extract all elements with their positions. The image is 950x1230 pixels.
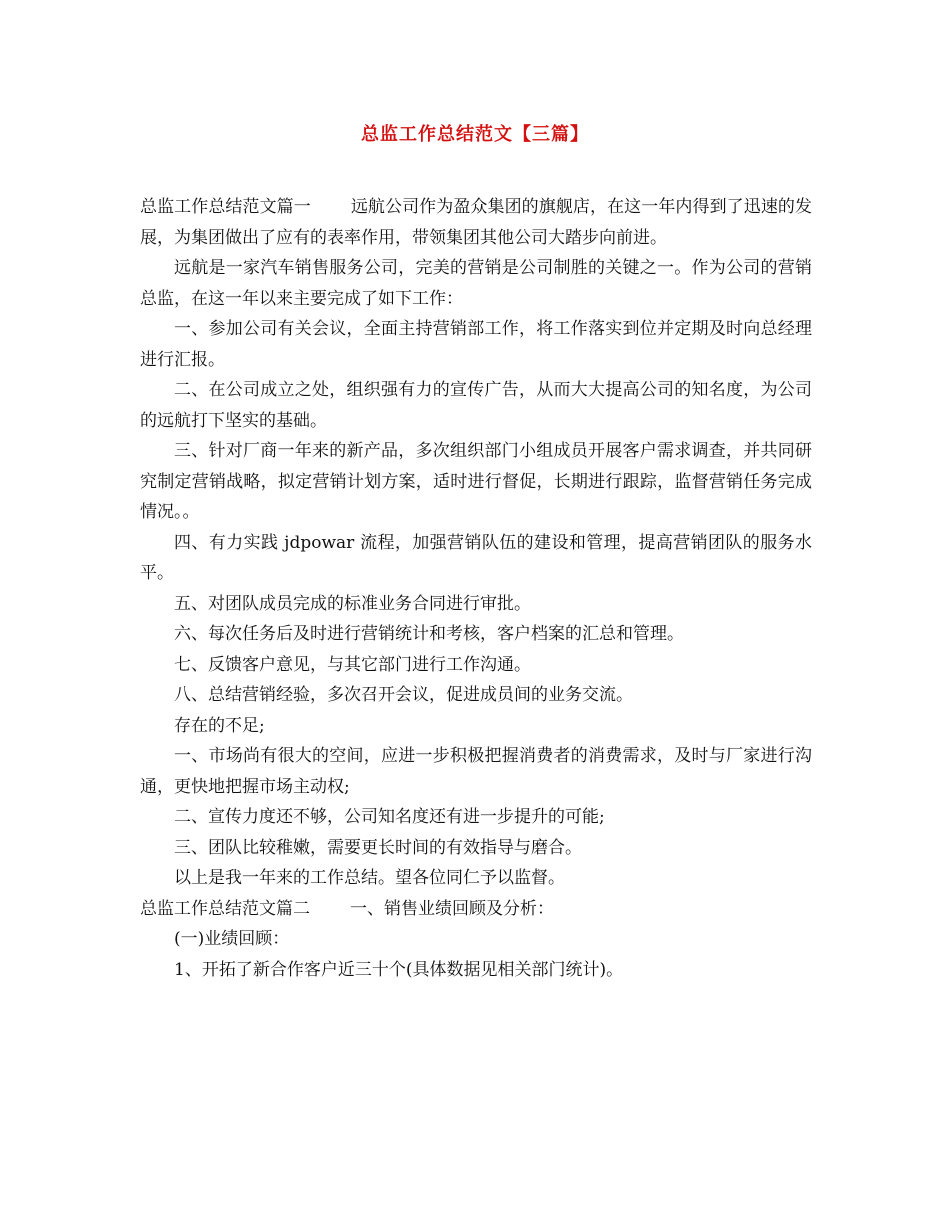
paragraph: 二、在公司成立之处，组织强有力的宣传广告，从而大大提高公司的知名度，为公司的远航打下坚实的基础。 <box>140 380 812 431</box>
paragraph: 三、针对厂商一年来的新产品，多次组织部门小组成员开展客户需求调查，并共同研究制定营销战略，拟定营销计划方案，适时进行督促，长期进行跟踪，监督营销任务完成情况。。 <box>140 441 812 522</box>
document-body <box>140 192 812 985</box>
paragraph: 七、反馈客户意见，与其它部门进行工作沟通。 <box>174 654 531 675</box>
paragraph: 1、开拓了新合作客户近三十个(具体数据见相关部门统计)。 <box>174 959 624 980</box>
section2-opening <box>140 894 812 925</box>
section2-lead: 一、销售业绩回顾及分析： <box>350 898 554 919</box>
paragraph: 四、有力实践 jdpowar 流程，加强营销队伍的建设和管理，提高营销团队的服务水平。 <box>140 532 812 583</box>
paragraph: 二、宣传力度还不够，公司知名度还有进一步提升的可能; <box>174 807 605 827</box>
paragraph: 以上是我一年来的工作总结。望各位同仁予以监督。 <box>174 868 565 888</box>
paragraph: 三、团队比较稚嫩，需要更长时间的有效指导与磨合。 <box>174 837 582 858</box>
paragraph: (一)业绩回顾： <box>174 929 290 949</box>
paragraph: 六、每次任务后及时进行营销统计和考核，客户档案的汇总和管理。 <box>174 624 684 644</box>
paragraph: 五、对团队成员完成的标准业务合同进行审批。 <box>174 593 531 614</box>
paragraph: 八、总结营销经验，多次召开会议，促进成员间的业务交流。 <box>174 685 633 705</box>
section1-opening <box>140 192 812 253</box>
paragraph: 远航是一家汽车销售服务公司，完美的营销是公司制胜的关键之一。作为公司的营销总监，在这一年以来主要完成了如下工作： <box>140 258 812 309</box>
paragraph: 一、参加公司有关会议，全面主持营销部工作，将工作落实到位并定期及时向总经理进行汇报。 <box>140 319 812 370</box>
paragraph: 一、市场尚有很大的空间，应进一步积极把握消费者的消费需求，及时与厂家进行沟通，更快地把握市场主动权; <box>140 746 812 797</box>
section1-heading: 总监工作总结范文篇一 <box>140 197 311 217</box>
section2-heading: 总监工作总结范文篇二 <box>140 898 310 919</box>
section1-lead: 远航公司作为盈众集团的旗舰店，在这一年内得到了迅速的发展，为集团做出了应有的表率作用，带领集团其他公司大踏步向前进。 <box>140 197 813 248</box>
document-title: 总监工作总结范文【三篇】 <box>361 124 589 145</box>
paragraph: 存在的不足; <box>174 715 265 736</box>
